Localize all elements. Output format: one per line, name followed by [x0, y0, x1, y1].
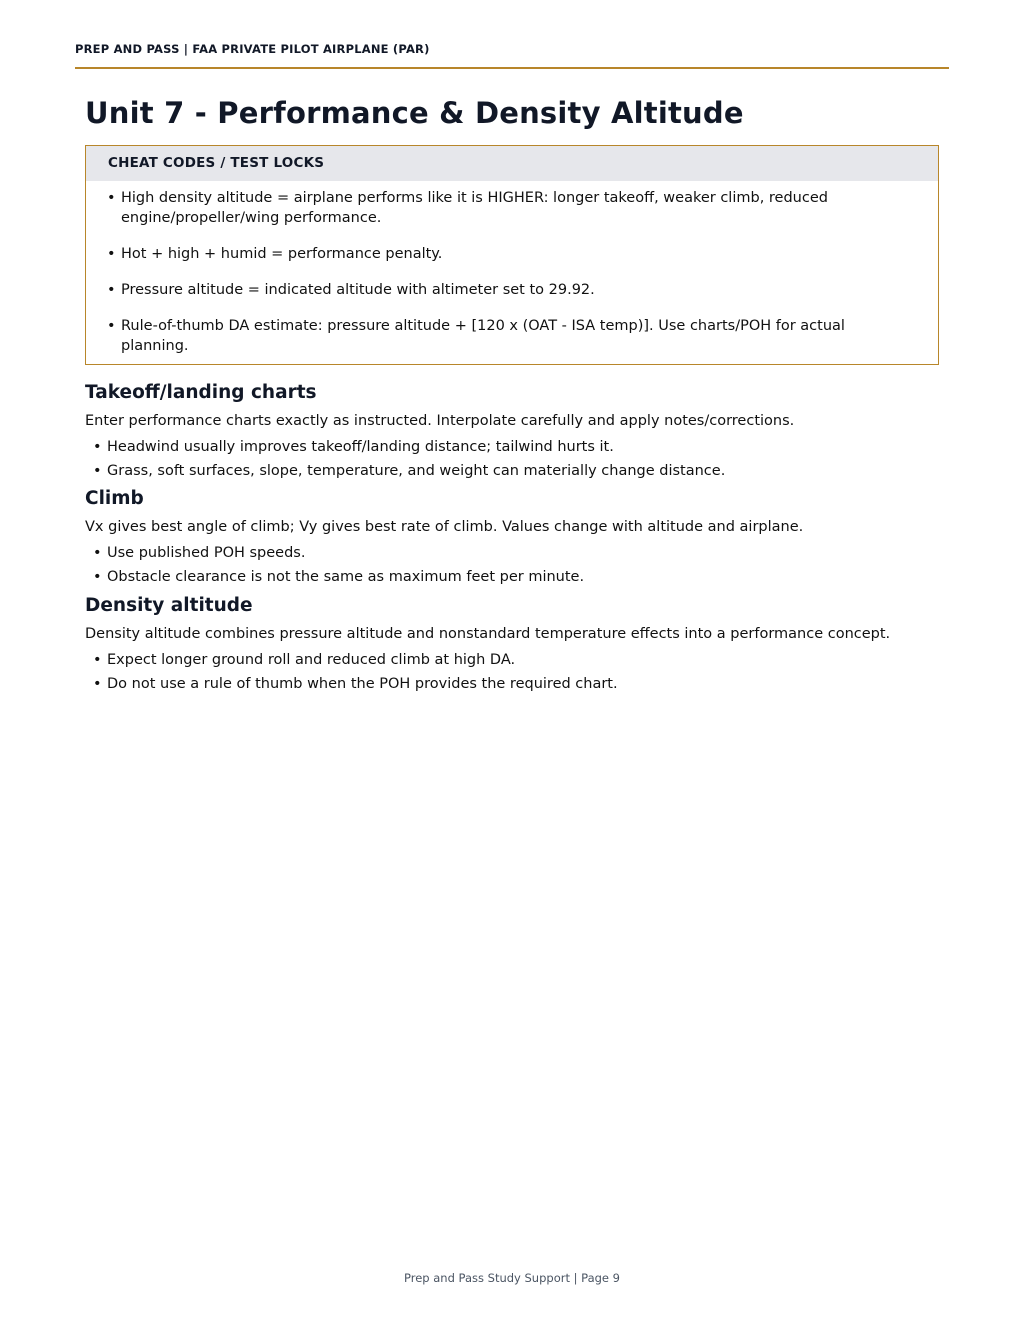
list-item [93, 437, 945, 457]
list-item-text: Do not use a rule of thumb when the POH provides the required chart. [107, 676, 618, 692]
header-rule [75, 67, 949, 69]
callout-item [107, 188, 908, 228]
list-item [93, 567, 945, 587]
list-item [93, 543, 945, 563]
page-footer: Prep and Pass Study Support | Page 9 [404, 1271, 620, 1285]
bullet-glyph: • [93, 652, 102, 668]
list-item [93, 650, 945, 670]
bullet-glyph: • [93, 676, 102, 692]
section-heading: Takeoff/landing charts [85, 382, 317, 403]
bullet-glyph: • [107, 246, 116, 262]
section-heading: Density altitude [85, 595, 253, 616]
bullet-glyph: • [93, 569, 102, 585]
section-body: Enter performance charts exactly as instructed. Interpolate carefully and apply notes/corrections. [85, 413, 795, 429]
bullet-glyph: • [93, 545, 102, 561]
callout-item-text: Rule-of-thumb DA estimate: pressure altitude + [120 x (OAT - ISA temp)]. Use charts/POH for actual planning. [121, 318, 845, 354]
list-item-text: Headwind usually improves takeoff/landing distance; tailwind hurts it. [107, 439, 614, 455]
list-item-text: Grass, soft surfaces, slope, temperature, and weight can materially change distance. [107, 463, 726, 479]
callout-list [86, 181, 938, 364]
cheat-codes-callout [85, 145, 939, 365]
section-bullets [85, 543, 945, 587]
callout-item-text: Pressure altitude = indicated altitude with altimeter set to 29.92. [121, 282, 595, 298]
section-density-altitude [85, 594, 945, 698]
section-bullets [85, 437, 945, 481]
callout-heading: CHEAT CODES / TEST LOCKS [86, 146, 938, 181]
callout-item [107, 244, 908, 264]
callout-item-text: High density altitude = airplane performs like it is HIGHER: longer takeoff, weaker climb, reduced engine/propeller/wing performance. [121, 190, 828, 226]
section-body: Density altitude combines pressure altitude and nonstandard temperature effects into a performance concept. [85, 626, 891, 642]
list-item [93, 674, 945, 694]
bullet-glyph: • [107, 318, 116, 334]
running-header: PREP AND PASS | FAA PRIVATE PILOT AIRPLANE (PAR) [75, 42, 430, 56]
section-climb [85, 487, 945, 591]
callout-item [107, 316, 908, 356]
section-heading: Climb [85, 488, 144, 509]
bullet-glyph: • [93, 439, 102, 455]
section-takeoff-landing-charts [85, 381, 945, 485]
list-item-text: Obstacle clearance is not the same as maximum feet per minute. [107, 569, 585, 585]
page-title: Unit 7 - Performance & Density Altitude [85, 96, 744, 130]
bullet-glyph: • [93, 463, 102, 479]
section-body: Vx gives best angle of climb; Vy gives best rate of climb. Values change with altitude and airplane. [85, 519, 804, 535]
list-item-text: Use published POH speeds. [107, 545, 306, 561]
callout-item-text: Hot + high + humid = performance penalty. [121, 246, 443, 262]
list-item [93, 461, 945, 481]
bullet-glyph: • [107, 190, 116, 206]
list-item-text: Expect longer ground roll and reduced climb at high DA. [107, 652, 516, 668]
section-bullets [85, 650, 945, 694]
callout-item [107, 280, 908, 300]
bullet-glyph: • [107, 282, 116, 298]
